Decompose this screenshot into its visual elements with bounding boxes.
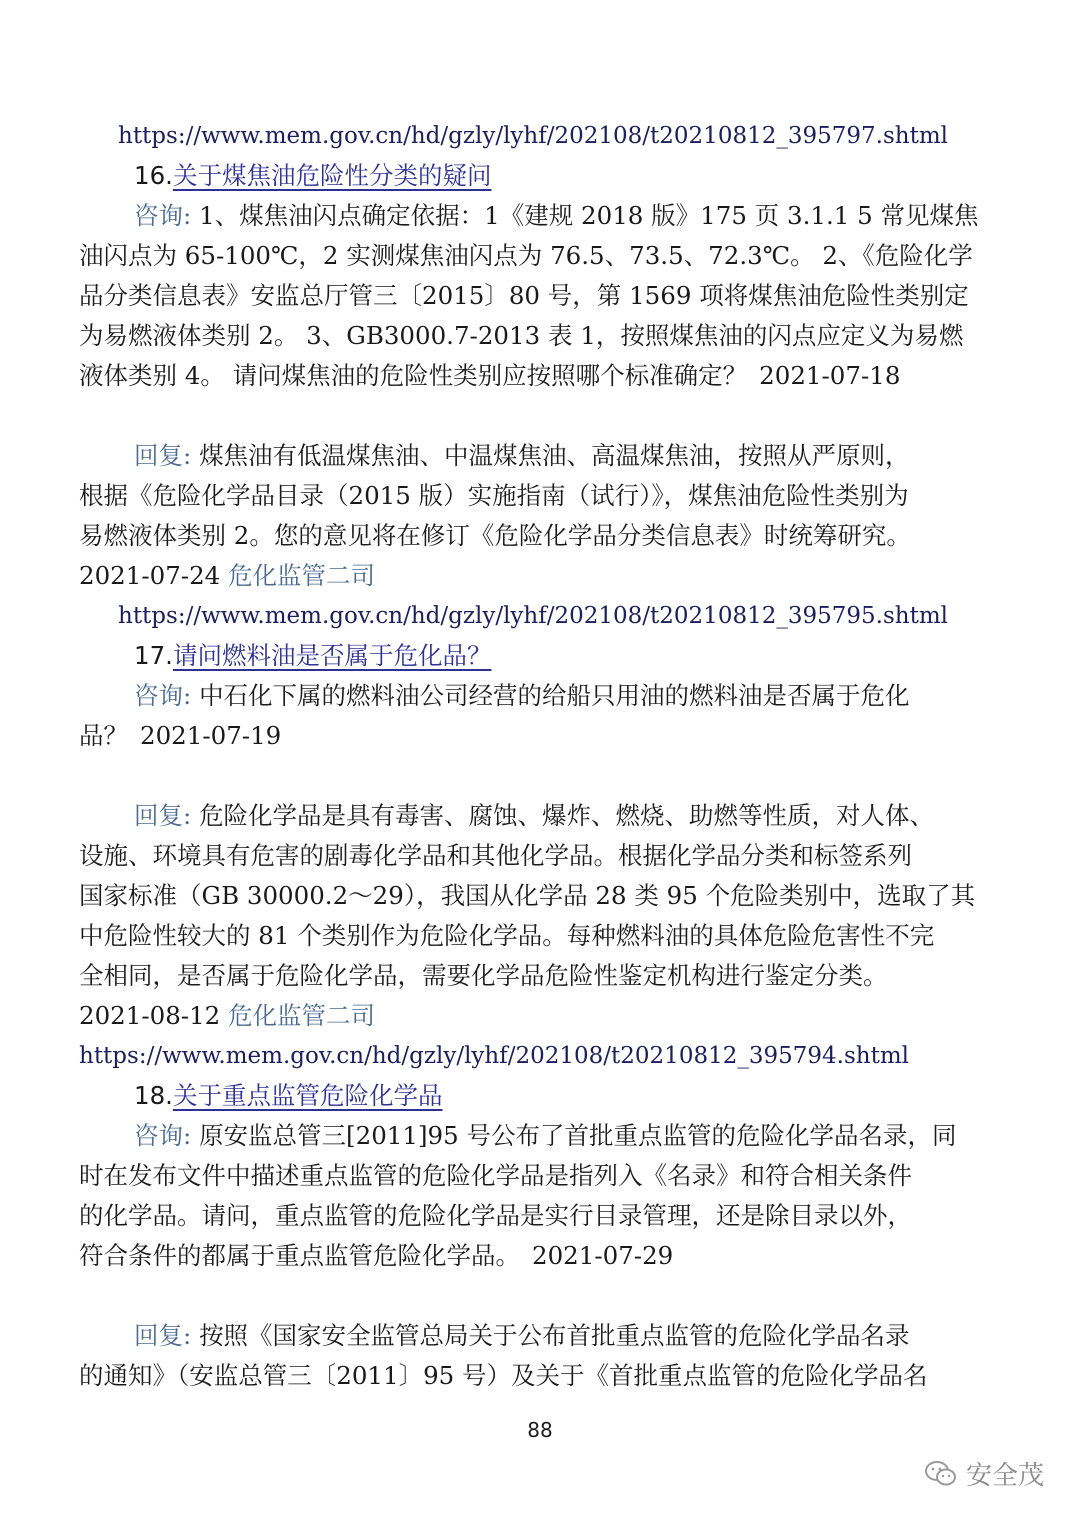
consult-line — [134, 678, 1059, 714]
url-link[interactable]: https://www.mem.gov.cn/hd/gzly/lyhf/202108/t20210812_395795.shtml — [118, 603, 948, 629]
page-number: 88 — [527, 1418, 553, 1442]
consult-text: 品？ — [79, 721, 128, 750]
consult-line — [79, 358, 1004, 394]
reply-signature — [79, 998, 1004, 1034]
consult-label: 咨询: — [134, 1121, 192, 1150]
reply-line: 全相同，是否属于危险化学品，需要化学品危险性鉴定机构进行鉴定分类。 — [79, 961, 888, 990]
consult-label: 咨询: — [134, 201, 192, 230]
reply-line — [134, 798, 1059, 834]
question-title-17 — [134, 638, 1059, 674]
consult-date: 2021-07-19 — [140, 721, 282, 750]
consult-line: 品分类信息表》安监总厅管三〔2015〕80 号，第 1569 项将煤焦油危险性类别定 — [79, 281, 969, 310]
consult-line: 时在发布文件中描述重点监管的危险化学品是指列入《名录》和符合相关条件 — [79, 1161, 912, 1190]
consult-text: 液体类别 4。 请问煤焦油的危险性类别应按照哪个标准确定？ — [79, 361, 748, 390]
consult-line — [134, 198, 1059, 234]
department: 危化监管二司 — [228, 1001, 376, 1030]
consult-text: 符合条件的都属于重点监管危险化学品。 — [79, 1241, 520, 1270]
watermark — [924, 1455, 1044, 1492]
reply-line: 的通知》（安监总管三〔2011〕95 号）及关于《首批重点监管的危险化学品名 — [79, 1361, 928, 1390]
reply-line — [134, 438, 1059, 474]
consult-line — [79, 718, 1004, 754]
department: 危化监管二司 — [228, 561, 376, 590]
url-link[interactable]: https://www.mem.gov.cn/hd/gzly/lyhf/202108/t20210812_395797.shtml — [118, 123, 948, 149]
reply-date: 2021-08-12 — [79, 1001, 221, 1030]
reply-text: 危险化学品是具有毒害、腐蚀、爆炸、燃烧、助燃等性质，对人体、 — [199, 801, 935, 830]
consult-date: 2021-07-18 — [759, 361, 901, 390]
reply-line: 设施、环境具有危害的剧毒化学品和其他化学品。根据化学品分类和标签系列 — [79, 841, 912, 870]
consult-line — [79, 1238, 1004, 1274]
reply-line — [134, 1318, 1059, 1354]
consult-line: 为易燃液体类别 2。 3、GB3000.7-2013 表 1，按照煤焦油的闪点应定义为易燃 — [79, 321, 964, 350]
url-link[interactable]: https://www.mem.gov.cn/hd/gzly/lyhf/202108/t20210812_395794.shtml — [79, 1043, 909, 1069]
watermark-text: 安全茂 — [965, 1461, 1044, 1491]
question-title-link[interactable]: 关于煤焦油危险性分类的疑问 — [172, 161, 492, 190]
question-number: 16. — [134, 161, 173, 190]
reply-line: 根据《危险化学品目录（2015 版）实施指南（试行）》，煤焦油危险性类别为 — [79, 481, 909, 510]
consult-text: 1、煤焦油闪点确定依据：1《建规 2018 版》175 页 3.1.1 5 常见煤焦 — [199, 201, 979, 230]
question-title-18 — [134, 1078, 1059, 1114]
wechat-icon — [924, 1459, 958, 1489]
consult-text: 中石化下属的燃料油公司经营的给船只用油的燃料油是否属于危化 — [199, 681, 910, 710]
consult-line — [134, 1118, 1059, 1154]
consult-line: 油闪点为 65-100℃，2 实测煤焦油闪点为 76.5、73.5、72.3℃。 2、《危险化学 — [79, 241, 973, 270]
reply-text: 煤焦油有低温煤焦油、中温煤焦油、高温煤焦油，按照从严原则， — [199, 441, 910, 470]
question-title-link[interactable]: 请问燃料油是否属于危化品？ — [172, 641, 492, 670]
consult-text: 原安监总管三[2011]95 号公布了首批重点监管的危险化学品名录，同 — [199, 1121, 957, 1150]
consult-line: 的化学品。请问，重点监管的危险化学品是实行目录管理，还是除目录以外， — [79, 1201, 912, 1230]
reply-text: 按照《国家安全监管总局关于公布首批重点监管的危险化学品名录 — [199, 1321, 910, 1350]
reply-date: 2021-07-24 — [79, 561, 221, 590]
reply-label: 回复: — [134, 1321, 192, 1350]
reply-line: 国家标准（GB 30000.2～29），我国从化学品 28 类 95 个危险类别中，选取了其 — [79, 881, 976, 910]
question-title-16 — [134, 158, 1059, 194]
reply-line: 中危险性较大的 81 个类别作为危险化学品。每种燃料油的具体危险危害性不完 — [79, 921, 935, 950]
reply-line: 易燃液体类别 2。您的意见将在修订《危险化学品分类信息表》时统筹研究。 — [79, 521, 911, 550]
question-title-link[interactable]: 关于重点监管危险化学品 — [172, 1081, 443, 1110]
consult-label: 咨询: — [134, 681, 192, 710]
question-number: 17. — [134, 641, 173, 670]
reply-label: 回复: — [134, 801, 192, 830]
consult-date: 2021-07-29 — [532, 1241, 674, 1270]
reply-signature — [79, 558, 1004, 594]
question-number: 18. — [134, 1081, 173, 1110]
reply-label: 回复: — [134, 441, 192, 470]
